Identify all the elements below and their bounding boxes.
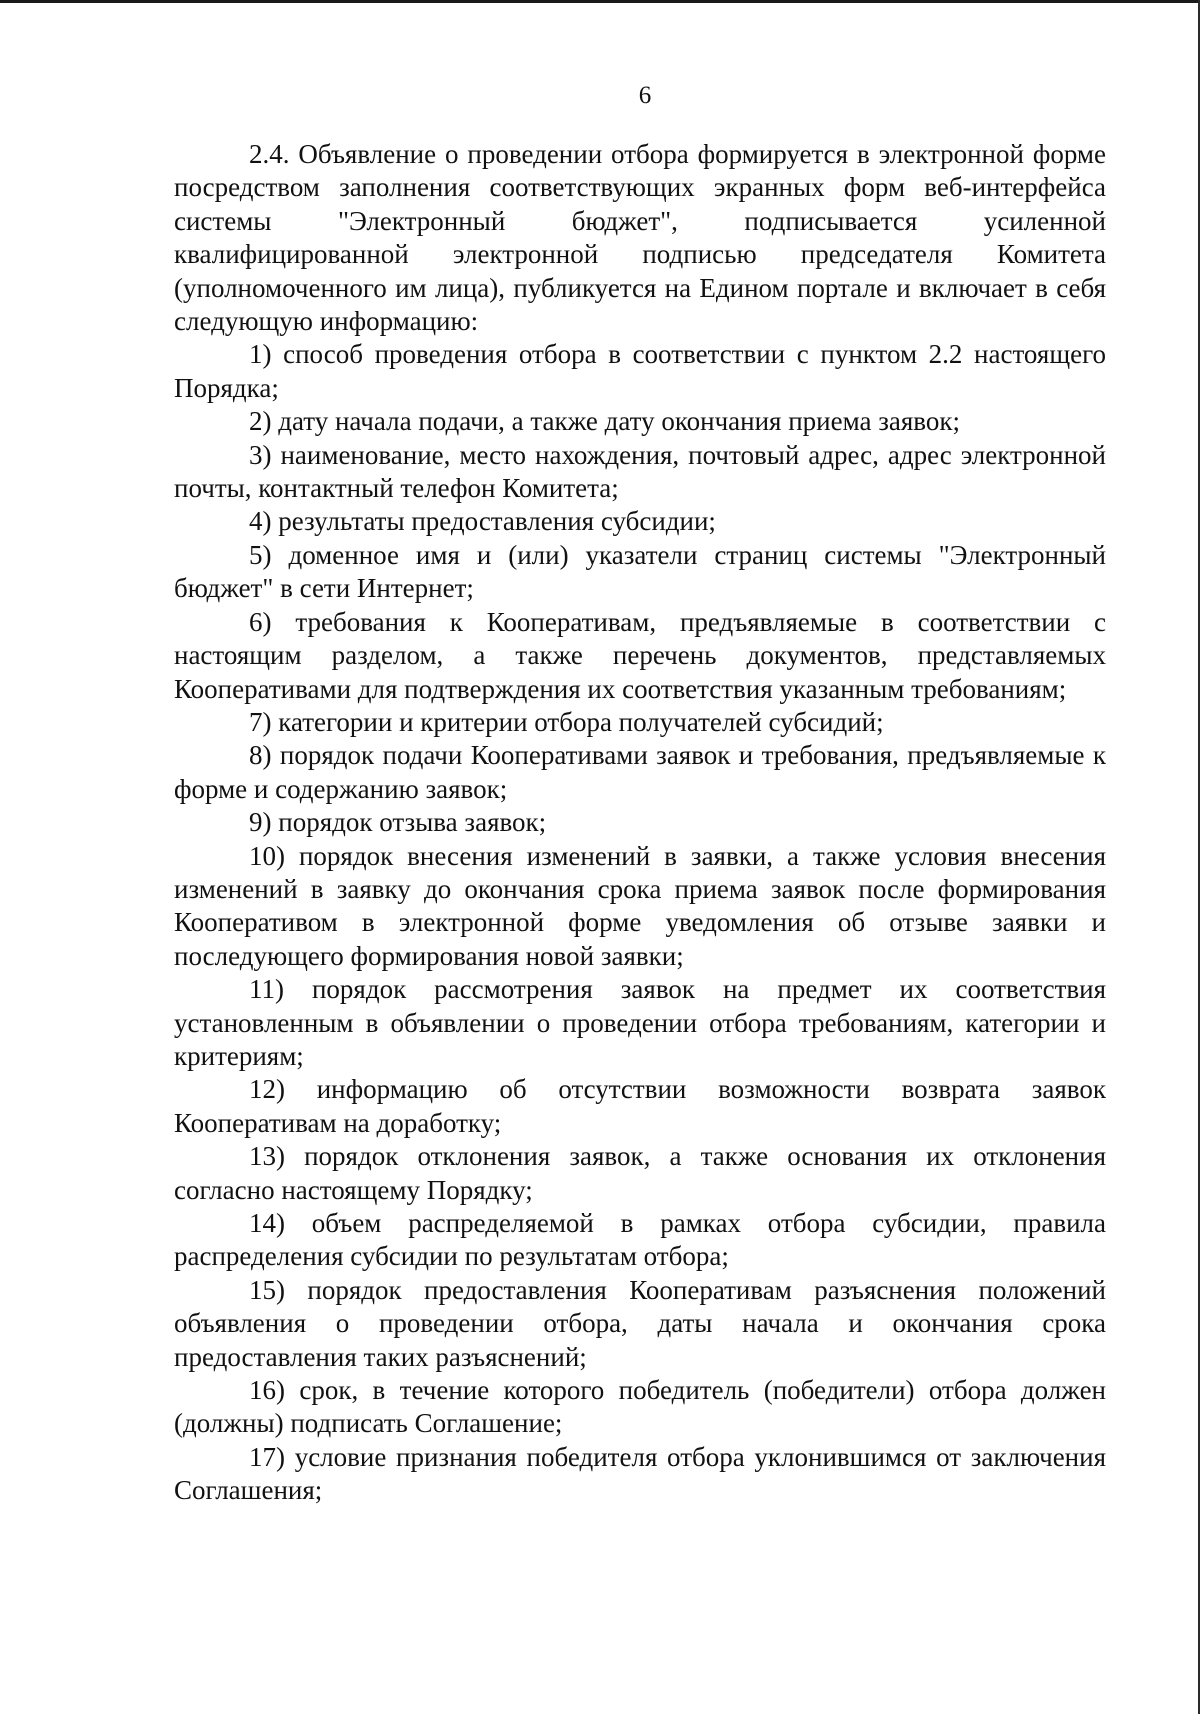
scan-border-top xyxy=(0,0,1200,3)
list-item-11: 11) порядок рассмотрения заявок на предмет их соответствия установленным в объявлении о проведении отбора требованиям, категории и критериям; xyxy=(174,974,1106,1071)
list-item-5: 5) доменное имя и (или) указатели страниц системы "Электронный бюджет" в сети Интернет; xyxy=(174,539,1106,604)
page-number: 6 xyxy=(638,82,652,109)
list-item-14: 14) объем распределяемой в рамках отбора субсидии, правила распределения субсидии по результатам отбора; xyxy=(174,1208,1106,1272)
list-item-12: 12) информацию об отсутствии возможности возврата заявок Кооперативам на доработку; xyxy=(174,1074,1106,1138)
document-body xyxy=(174,138,1106,1508)
list-item-1: 1) способ проведения отбора в соответствии с пунктом 2.2 настоящего Порядка; xyxy=(174,339,1106,403)
list-item-17: 17) условие признания победителя отбора уклонившимся от заключения Соглашения; xyxy=(174,1441,1106,1506)
list-item-13: 13) порядок отклонения заявок, а также основания их отклонения согласно настоящему Порядку; xyxy=(174,1141,1106,1205)
list-item-2: 2) дату начала подачи, а также дату окончания приема заявок; xyxy=(249,406,960,437)
list-item-9: 9) порядок отзыва заявок; xyxy=(249,807,547,838)
list-item-6: 6) требования к Кооперативам, предъявляемые в соответствии с настоящим разделом, а также перечень документов, представляемых Кооперативами для подтверждения их соответствия указанным требованиям; xyxy=(174,606,1106,704)
list-item-3: 3) наименование, место нахождения, почтовый адрес, адрес электронной почты, контактный телефон Комитета; xyxy=(174,439,1106,504)
list-item-7: 7) категории и критерии отбора получателей субсидий; xyxy=(249,706,884,737)
list-item-4: 4) результаты предоставления субсидии; xyxy=(249,506,716,537)
list-item-8: 8) порядок подачи Кооперативами заявок и требования, предъявляемые к форме и содержанию заявок; xyxy=(174,740,1106,804)
paragraph-2-4: 2.4. Объявление о проведении отбора формируется в электронной форме посредством заполнения соответствующих экранных форм веб-интерфейса системы "Электронный бюджет", подписывается усиленной квалифицированной электронной подписью председателя Комитета (уполномоченного им лица), публикуется на Едином портале и включает в себя следующую информацию: xyxy=(174,139,1106,337)
list-item-15: 15) порядок предоставления Кооперативам разъяснения положений объявления о проведении отбора, даты начала и окончания срока предоставления таких разъяснений; xyxy=(174,1274,1106,1372)
list-item-10: 10) порядок внесения изменений в заявки, а также условия внесения изменений в заявку до окончания срока приема заявок после формирования Кооперативом в электронной форме уведомления об отзыве заявки и последующего формирования новой заявки; xyxy=(174,840,1106,971)
list-item-16: 16) срок, в течение которого победитель (победители) отбора должен (должны) подписать Соглашение; xyxy=(174,1375,1106,1439)
